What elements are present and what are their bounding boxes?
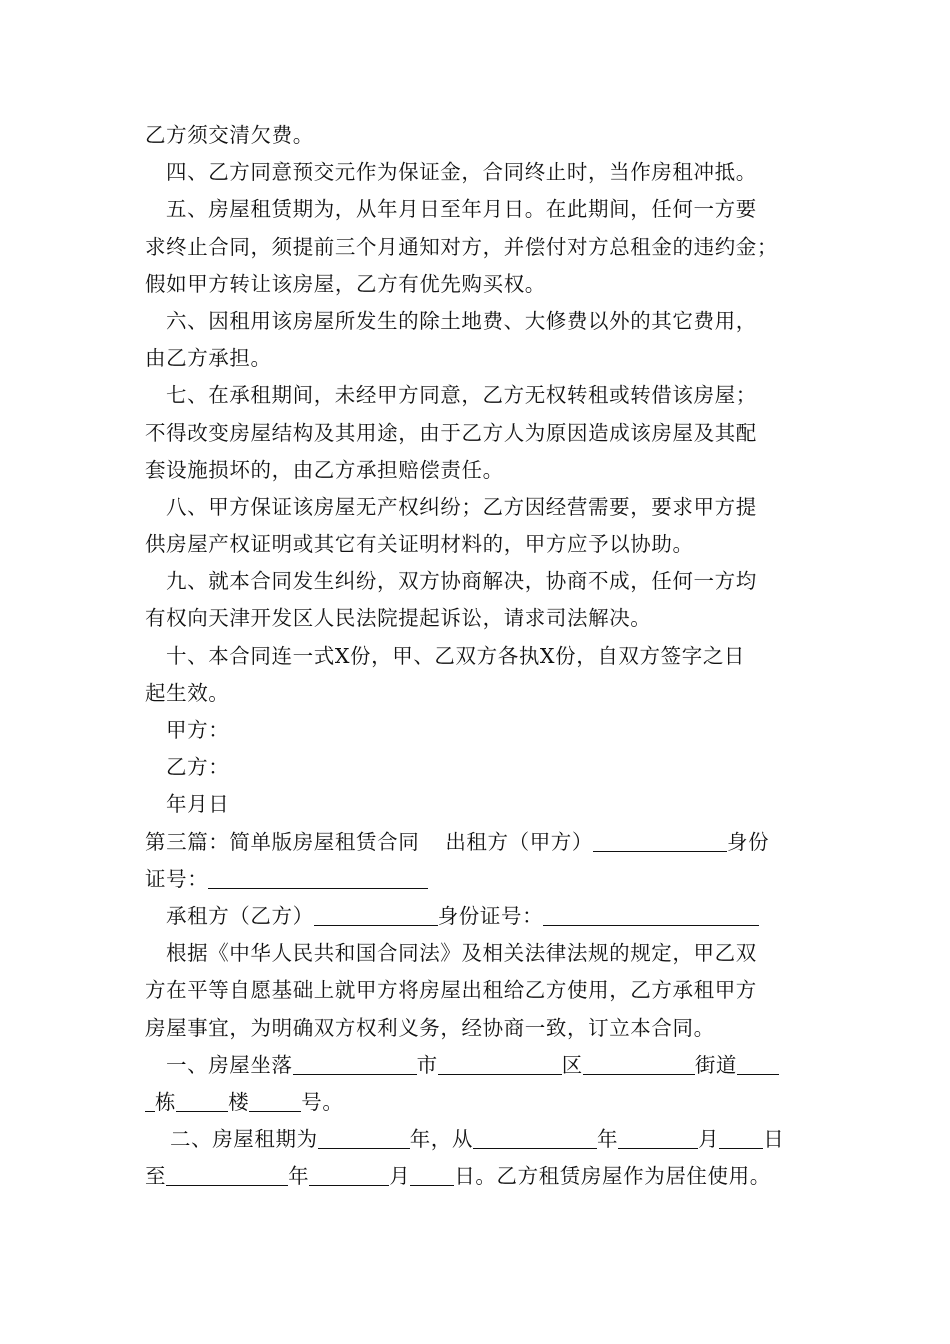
text-segment: 供房屋产权证明或其它有关证明材料的，甲方应予以协助。: [145, 532, 694, 557]
text-segment: 六、因租用该房屋所发生的除土地费、大修费以外的其它费用，: [166, 308, 757, 333]
clause-four: [145, 154, 825, 191]
clause-eight: [145, 489, 825, 526]
text-line: [145, 1158, 825, 1195]
end-month-blank: [309, 1163, 389, 1186]
building-blank-end: [145, 1089, 155, 1112]
text-segment: 根据《中华人民共和国合同法》及相关法律法规的规定，甲乙双: [166, 941, 757, 966]
number-blank: [249, 1089, 301, 1112]
clause-nine: [145, 563, 825, 600]
party-b-signature: [145, 749, 825, 786]
copies-count: X: [539, 643, 556, 668]
lessor-name-blank: [593, 829, 727, 852]
term-years-blank: [318, 1126, 410, 1149]
text-segment: 身份: [727, 829, 770, 854]
text-segment: 身份证号：: [437, 903, 544, 928]
text-segment: 年: [288, 1164, 310, 1189]
clause-seven: [145, 377, 825, 414]
text-segment: 不得改变房屋结构及其用途，由于乙方人为原因造成该房屋及其配: [145, 420, 757, 445]
signature-date: [145, 786, 825, 823]
text-segment: 十、本合同连一式: [166, 643, 335, 668]
text-segment: 假如甲方转让该房屋，乙方有优先购买权。: [145, 271, 546, 296]
text-segment: 起生效。: [145, 680, 230, 705]
lessee-line: [145, 898, 825, 935]
section-three-heading: [145, 824, 825, 861]
text-line: [145, 340, 825, 377]
text-segment: 承租方（乙方）: [166, 903, 314, 928]
start-year-blank: [473, 1126, 597, 1149]
text-segment: 年月日: [166, 792, 230, 817]
text-segment: 号。: [301, 1089, 344, 1114]
party-a-signature: [145, 712, 825, 749]
text-segment: 房屋事宜，为明确双方权利义务，经协商一致，订立本合同。: [145, 1015, 715, 1040]
district-blank: [438, 1052, 562, 1075]
copies-count: X: [334, 643, 351, 668]
text-segment: 年，从: [409, 1127, 474, 1152]
lessor-id-blank: [208, 866, 428, 889]
lessee-name-blank: [314, 903, 438, 926]
lessee-id-blank: [543, 903, 759, 926]
city-blank: [293, 1052, 417, 1075]
building-blank-start: [737, 1052, 779, 1075]
text-segment: 四、乙方同意预交元作为保证金，合同终止时，当作房租冲抵。: [166, 160, 757, 185]
text-segment: 七、在承租期间，未经甲方同意，乙方无权转租或转借该房屋；: [166, 383, 757, 408]
text-segment: 套设施损坏的，由乙方承担赔偿责任。: [145, 457, 504, 482]
text-segment: 年: [597, 1127, 619, 1152]
text-segment: 乙方：: [166, 755, 230, 780]
clause-five: [145, 191, 825, 228]
text-segment: 有权向天津开发区人民法院提起诉讼，请求司法解决。: [145, 606, 652, 631]
text-segment: 五、房屋租赁期为，从年月日至年月日。在此期间，任何一方要: [166, 197, 757, 222]
floor-blank: [176, 1089, 228, 1112]
text-segment: 至: [145, 1164, 167, 1189]
text-segment: 一、房屋坐落: [166, 1052, 293, 1077]
text-line: [145, 675, 825, 712]
text-line: [145, 415, 825, 452]
text-segment: 八、甲方保证该房屋无产权纠纷；乙方因经营需要，要求甲方提: [166, 494, 757, 519]
text-segment: 区: [561, 1052, 583, 1077]
text-line: [145, 1010, 825, 1047]
text-segment: 日: [763, 1127, 785, 1152]
text-segment: 乙方须交清欠费。: [145, 123, 314, 147]
text-segment: 日。乙方租赁房屋作为居住使用。: [454, 1164, 771, 1189]
text-segment: 证号：: [145, 866, 209, 891]
text-segment: 九、就本合同发生纠纷，双方协商解决，协商不成，任何一方均: [166, 569, 757, 594]
text-segment: 月: [389, 1164, 411, 1189]
text-segment: 份，自双方签字之日: [555, 643, 746, 668]
location-clause: [145, 1047, 825, 1084]
text-segment: 出租方（甲方）: [445, 829, 594, 854]
text-line: [145, 266, 825, 303]
text-segment: 市: [416, 1052, 438, 1077]
start-day-blank: [719, 1126, 763, 1149]
text-line: [145, 452, 825, 489]
end-year-blank: [166, 1163, 288, 1186]
clause-ten: [145, 638, 825, 675]
text-line: [145, 526, 825, 563]
text-segment: 栋: [155, 1089, 177, 1114]
text-line: [145, 861, 825, 898]
text-segment: 方在平等自愿基础上就甲方将房屋出租给乙方使用，乙方承租甲方: [145, 978, 757, 1003]
section-title: 第三篇：简单版房屋租赁合同: [145, 829, 420, 854]
text-segment: 二、房屋租期为: [170, 1127, 318, 1152]
document-page: [145, 117, 825, 1195]
text-segment: 街道: [694, 1052, 738, 1077]
start-month-blank: [618, 1126, 698, 1149]
text-line: [145, 117, 825, 154]
text-line: [145, 229, 825, 266]
text-segment: 月: [698, 1127, 720, 1152]
text-segment: 楼: [228, 1089, 250, 1114]
text-line: [145, 600, 825, 637]
term-clause: [145, 1121, 825, 1158]
end-day-blank: [410, 1163, 454, 1186]
clause-six: [145, 303, 825, 340]
text-line: [145, 972, 825, 1009]
text-segment: 求终止合同，须提前三个月通知对方，并偿付对方总租金的违约金；: [145, 234, 778, 259]
street-blank: [583, 1052, 695, 1075]
preamble: [145, 935, 825, 972]
text-segment: 由乙方承担。: [145, 346, 272, 371]
text-segment: 份，甲、乙双方各执: [350, 643, 540, 668]
text-segment: 甲方：: [166, 718, 230, 742]
text-line: [145, 1084, 825, 1121]
